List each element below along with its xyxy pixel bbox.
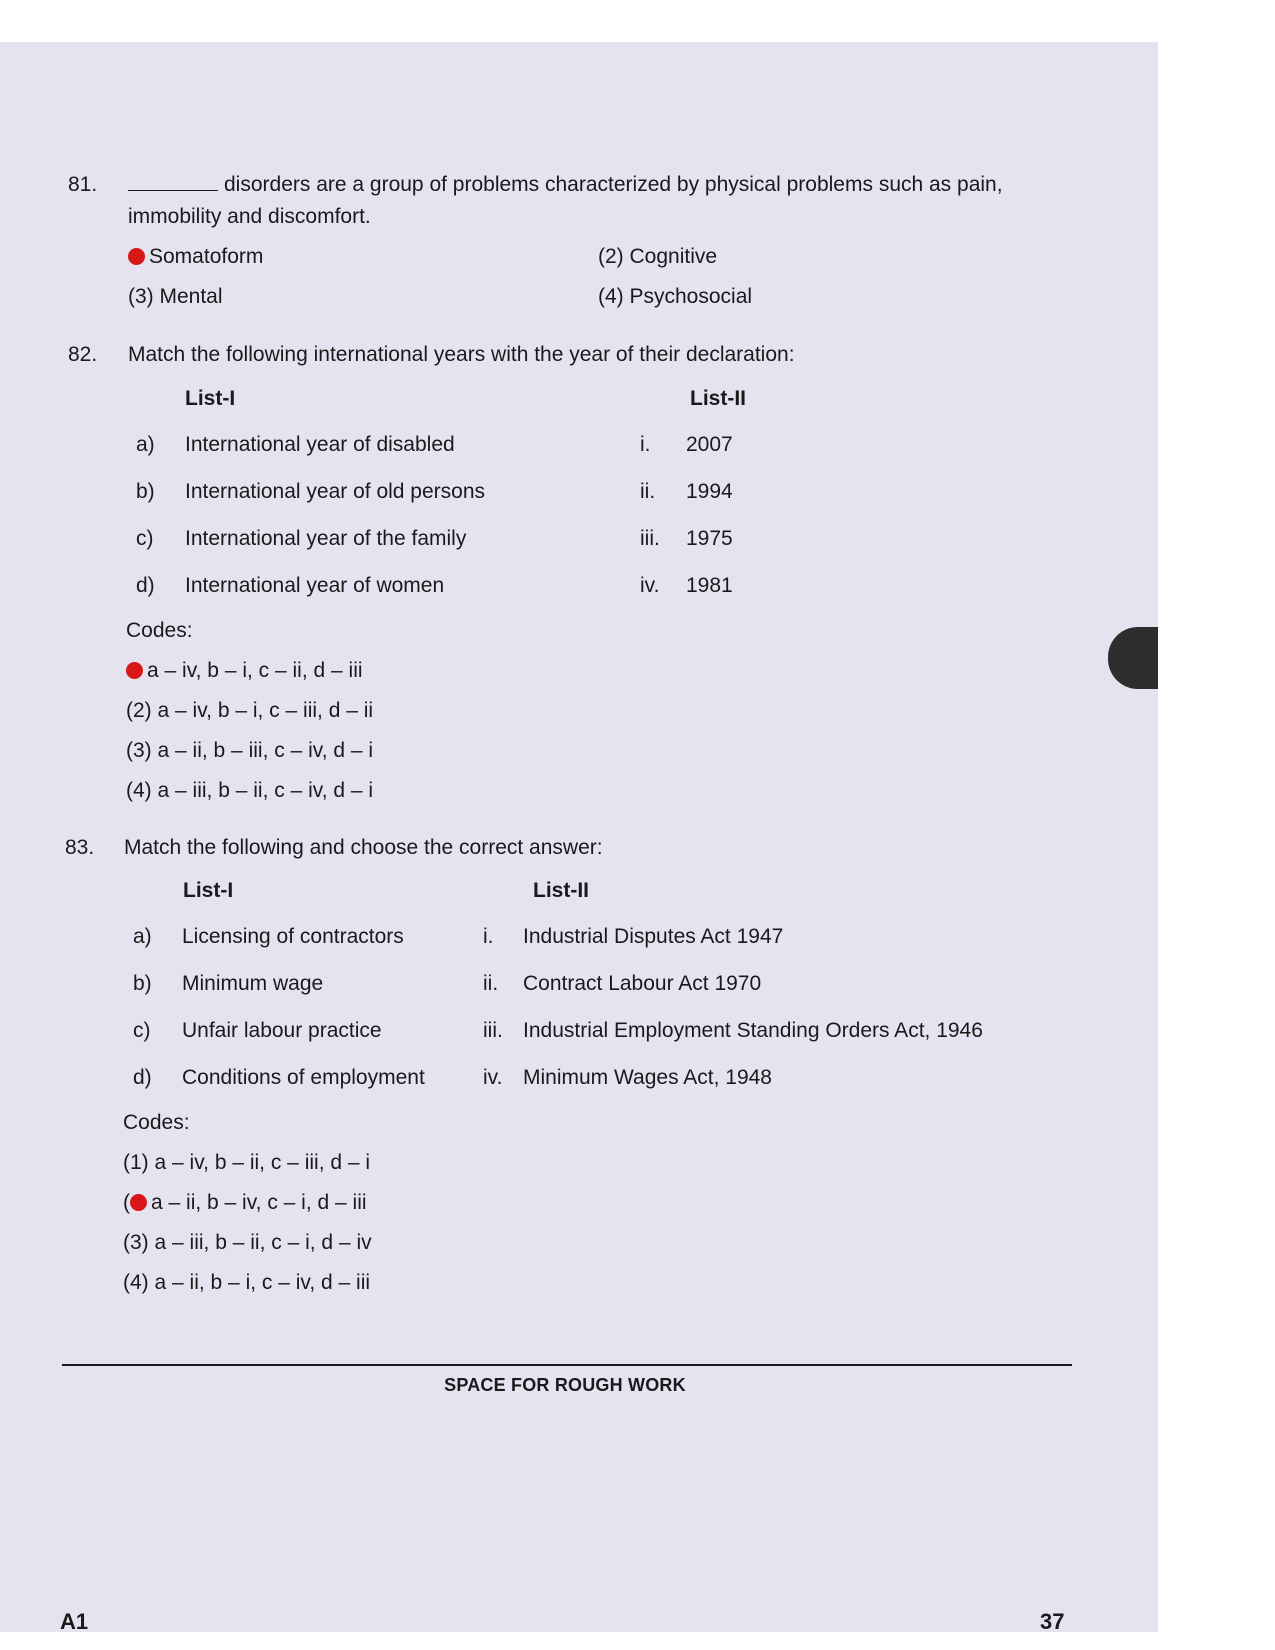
- q83-row-d-key: d): [133, 1066, 152, 1089]
- q83-row-b-item: Minimum wage: [182, 972, 324, 995]
- q83-code-4[interactable]: (4) a – ii, b – i, c – iv, d – iii: [123, 1271, 371, 1294]
- q81-blank: [128, 172, 218, 191]
- q82-text: Match the following international years with the year of their declaration:: [128, 343, 795, 366]
- q82-row-b-key: b): [136, 480, 155, 503]
- q83-row-c-value: Industrial Employment Standing Orders Act, 1946: [523, 1019, 983, 1042]
- q83-row-d-value: Minimum Wages Act, 1948: [523, 1066, 772, 1089]
- q82-row-a-roman: i.: [640, 433, 651, 456]
- q83-list2-header: List-II: [533, 879, 589, 902]
- q82-row-d-value: 1981: [686, 574, 733, 597]
- footer-page-number: 37: [1040, 1609, 1065, 1632]
- q83-list1-header: List-I: [183, 879, 234, 902]
- rough-work-divider: [62, 1364, 1072, 1366]
- q82-row-a-item: International year of disabled: [185, 433, 455, 456]
- q83-row-d-item: Conditions of employment: [182, 1066, 425, 1089]
- q83-row-c-key: c): [133, 1019, 151, 1042]
- q81-text-line1: disorders are a group of problems characterized by physical problems such as pain,: [224, 173, 1003, 196]
- q83-codes-label: Codes:: [123, 1111, 190, 1134]
- q82-row-c-key: c): [136, 527, 154, 550]
- q83-row-a-roman: i.: [483, 925, 494, 948]
- q81-option-1[interactable]: Somatoform: [128, 245, 263, 269]
- exam-page: [0, 42, 1158, 1632]
- q81-option-4[interactable]: (4) Psychosocial: [598, 285, 753, 308]
- q82-row-d-key: d): [136, 574, 155, 597]
- page-edge-tab: [1108, 627, 1158, 689]
- q82-list2-header: List-II: [690, 387, 746, 410]
- q82-row-c-roman: iii.: [640, 527, 660, 550]
- q83-text: Match the following and choose the correct answer:: [124, 836, 603, 859]
- q82-row-d-item: International year of women: [185, 574, 445, 597]
- q82-code-2[interactable]: (2) a – iv, b – i, c – iii, d – ii: [126, 699, 374, 722]
- q83-code-2[interactable]: ( a – ii, b – iv, c – i, d – iii: [123, 1191, 367, 1214]
- rough-work-label: SPACE FOR ROUGH WORK: [444, 1375, 686, 1395]
- q82-row-a-key: a): [136, 433, 155, 456]
- q81-option-2[interactable]: (2) Cognitive: [598, 245, 718, 268]
- q82-row-b-item: International year of old persons: [185, 480, 486, 503]
- q82-code-3[interactable]: (3) a – ii, b – iii, c – iv, d – i: [126, 739, 374, 762]
- q82-number: 82.: [68, 343, 98, 366]
- q83-row-b-roman: ii.: [483, 972, 499, 995]
- q82-row-b-roman: ii.: [640, 480, 656, 503]
- q83-row-c-item: Unfair labour practice: [182, 1019, 382, 1042]
- q83-code-1[interactable]: (1) a – iv, b – ii, c – iii, d – i: [123, 1151, 371, 1174]
- q83-row-a-key: a): [133, 925, 152, 948]
- q83-row-a-value: Industrial Disputes Act 1947: [523, 925, 784, 948]
- q82-row-d-roman: iv.: [640, 574, 660, 597]
- q82-code-4[interactable]: (4) a – iii, b – ii, c – iv, d – i: [126, 779, 374, 802]
- q82-code-1[interactable]: a – iv, b – i, c – ii, d – iii: [126, 659, 363, 683]
- answer-mark-icon: [130, 1194, 147, 1211]
- q83-number: 83.: [65, 836, 95, 859]
- q81-number: 81.: [68, 173, 98, 196]
- q81-text-line2: immobility and discomfort.: [128, 205, 371, 228]
- answer-mark-icon: [128, 248, 145, 265]
- answer-mark-icon: [126, 662, 143, 679]
- q83-code-3[interactable]: (3) a – iii, b – ii, c – i, d – iv: [123, 1231, 372, 1254]
- q82-row-b-value: 1994: [686, 480, 733, 503]
- q83-row-a-item: Licensing of contractors: [182, 925, 404, 948]
- q81-option-3[interactable]: (3) Mental: [128, 285, 223, 308]
- q83-row-d-roman: iv.: [483, 1066, 503, 1089]
- footer-booklet-code: A1: [60, 1609, 89, 1632]
- q82-row-c-value: 1975: [686, 527, 733, 550]
- q83-row-c-roman: iii.: [483, 1019, 503, 1042]
- q83-row-b-key: b): [133, 972, 152, 995]
- q82-codes-label: Codes:: [126, 619, 193, 642]
- q81-text: [128, 169, 1088, 233]
- q83-row-b-value: Contract Labour Act 1970: [523, 972, 762, 995]
- q82-row-c-item: International year of the family: [185, 527, 467, 550]
- q82-row-a-value: 2007: [686, 433, 733, 456]
- q82-list1-header: List-I: [185, 387, 236, 410]
